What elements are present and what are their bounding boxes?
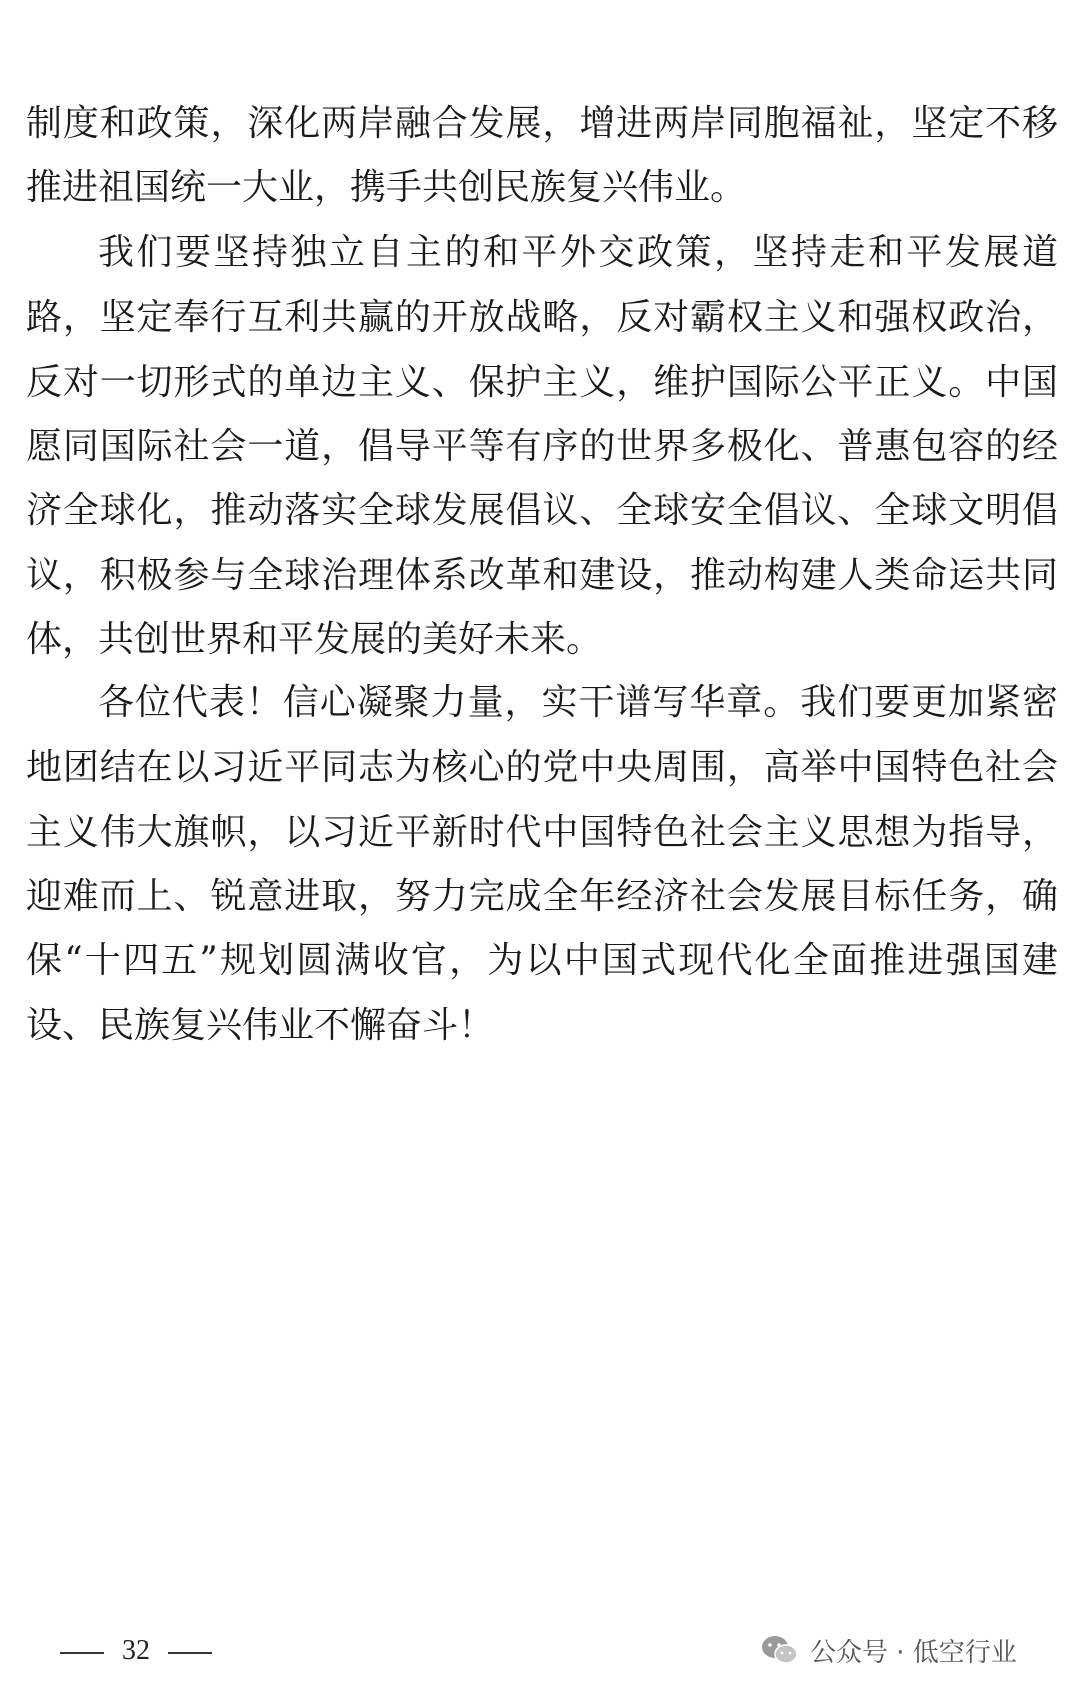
paragraph-1-line-1: 制度和政策，深化两岸融合发展，增进两岸同胞福祉，坚定不移 bbox=[26, 104, 1058, 144]
paragraph-2-line-1: 我们要坚持独立自主的和平外交政策，坚持走和平发展道 bbox=[98, 233, 1058, 273]
paragraph-3-line-1: 各位代表！信心凝聚力量，实干谱写华章。我们要更加紧密 bbox=[98, 683, 1058, 723]
paragraph-2-line-5: 济全球化，推动落实全球发展倡议、全球安全倡议、全球文明倡 bbox=[26, 491, 1058, 531]
paragraph-3-line-2: 地团结在以习近平同志为核心的党中央周围，高举中国特色社会 bbox=[26, 748, 1058, 788]
paragraph-2-line-3: 反对一切形式的单边主义、保护主义，维护国际公平正义。中国 bbox=[26, 363, 1058, 403]
paragraph-1-line-2: 推进祖国统一大业，携手共创民族复兴伟业。 bbox=[26, 168, 747, 208]
paragraph-2-line-4: 愿同国际社会一道，倡导平等有序的世界多极化、普惠包容的经 bbox=[26, 427, 1058, 467]
watermark bbox=[760, 1632, 1017, 1668]
paragraph-3-line-3: 主义伟大旗帜，以习近平新时代中国特色社会主义思想为指导， bbox=[26, 813, 1058, 853]
paragraph-3-line-5: 保“十四五”规划圆满收官，为以中国式现代化全面推进强国建 bbox=[26, 941, 1058, 981]
page-number-footer bbox=[60, 1634, 212, 1668]
page-number: 32 bbox=[122, 1635, 150, 1666]
paragraph-2-line-7: 体，共创世界和平发展的美好未来。 bbox=[26, 620, 603, 660]
paragraph-2-line-2: 路，坚定奉行互利共赢的开放战略，反对霸权主义和强权政治， bbox=[26, 298, 1058, 338]
paragraph-2-line-6: 议，积极参与全球治理体系改革和建设，推动构建人类命运共同 bbox=[26, 556, 1058, 596]
wechat-icon bbox=[760, 1634, 800, 1666]
dash-left bbox=[60, 1652, 104, 1654]
watermark-text: 公众号 · 低空行业 bbox=[810, 1637, 1017, 1668]
dash-right bbox=[168, 1652, 212, 1654]
paragraph-3-line-4: 迎难而上、锐意进取，努力完成全年经济社会发展目标任务，确 bbox=[26, 877, 1058, 917]
paragraph-3-line-6: 设、民族复兴伟业不懈奋斗！ bbox=[26, 1006, 495, 1046]
